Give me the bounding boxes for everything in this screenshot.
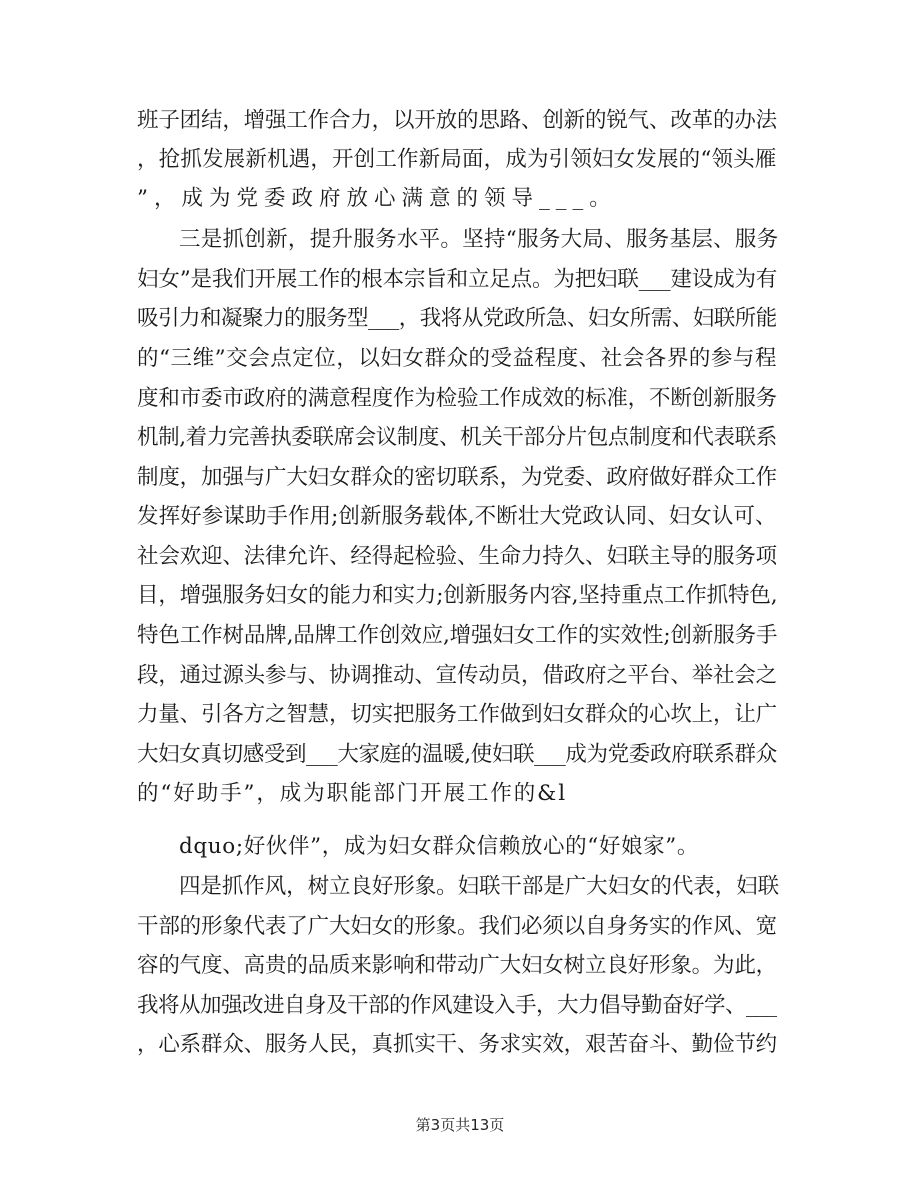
text-line: 特色工作树品牌,品牌工作创效应,增强妇女工作的实效性;创新服务手 bbox=[137, 623, 777, 648]
text-line: 大妇女真切感受到___大家庭的温暖,使妇联___成为党委政府联系群众 bbox=[137, 742, 777, 767]
text-line: 力量、引各方之智慧，切实把服务工作做到妇女群众的心坎上，让广 bbox=[137, 702, 777, 727]
text-line: 三是抓创新，提升服务水平。坚持“服务大局、服务基层、服务 bbox=[179, 227, 779, 252]
text-line: 制度，加强与广大妇女群众的密切联系，为党委、政府做好群众工作 bbox=[137, 465, 777, 490]
text-line: 妇女”是我们开展工作的根本宗旨和立足点。为把妇联___建设成为有 bbox=[137, 267, 777, 292]
text-line: 的“好助手”，成为职能部门开展工作的&l bbox=[137, 781, 567, 806]
text-line: 度和市委市政府的满意程度作为检验工作成效的标准，不断创新服务 bbox=[137, 386, 777, 411]
page-number: 第3页共13页 bbox=[415, 1116, 505, 1134]
text-line: ”，成为党委政府放心满意的领导___。 bbox=[137, 186, 617, 211]
text-line: ，抢抓发展新机遇，开创工作新局面，成为引领妇女发展的“领头雁 bbox=[137, 147, 777, 172]
text-line: 容的气度、高贵的品质来影响和带动广大妇女树立良好形象。为此， bbox=[137, 953, 777, 978]
text-line: 四是抓作风，树立良好形象。妇联干部是广大妇女的代表，妇联 bbox=[179, 874, 779, 899]
text-line: 我将从加强改进自身及干部的作风建设入手，大力倡导勤奋好学、___ bbox=[137, 993, 777, 1018]
text-line: ，心系群众、服务人民，真抓实干、务求实效，艰苦奋斗、勤俭节约 bbox=[137, 1032, 777, 1057]
text-line: 社会欢迎、法律允许、经得起检验、生命力持久、妇联主导的服务项 bbox=[137, 544, 777, 569]
text-line: 班子团结，增强工作合力，以开放的思路、创新的锐气、改革的办法 bbox=[137, 108, 777, 133]
text-line: 机制,着力完善执委联席会议制度、机关干部分片包点制度和代表联系 bbox=[137, 425, 777, 450]
text-line: 目，增强服务妇女的能力和实力;创新服务内容,坚持重点工作抓特色, bbox=[137, 583, 777, 608]
text-line: 发挥好参谋助手作用;创新服务载体,不断壮大党政认同、妇女认可、 bbox=[137, 504, 777, 529]
text-line: 的“三维”交会点定位，以妇女群众的受益程度、社会各界的参与程 bbox=[137, 346, 777, 371]
text-line: dquo;好伙伴”，成为妇女群众信赖放心的“好娘家”。 bbox=[179, 834, 699, 859]
text-line: 干部的形象代表了广大妇女的形象。我们必须以自身务实的作风、宽 bbox=[137, 914, 777, 939]
text-line: 段，通过源头参与、协调推动、宣传动员，借政府之平台、举社会之 bbox=[137, 663, 777, 688]
text-line: 吸引力和凝聚力的服务型___，我将从党政所急、妇女所需、妇联所能 bbox=[137, 306, 777, 331]
